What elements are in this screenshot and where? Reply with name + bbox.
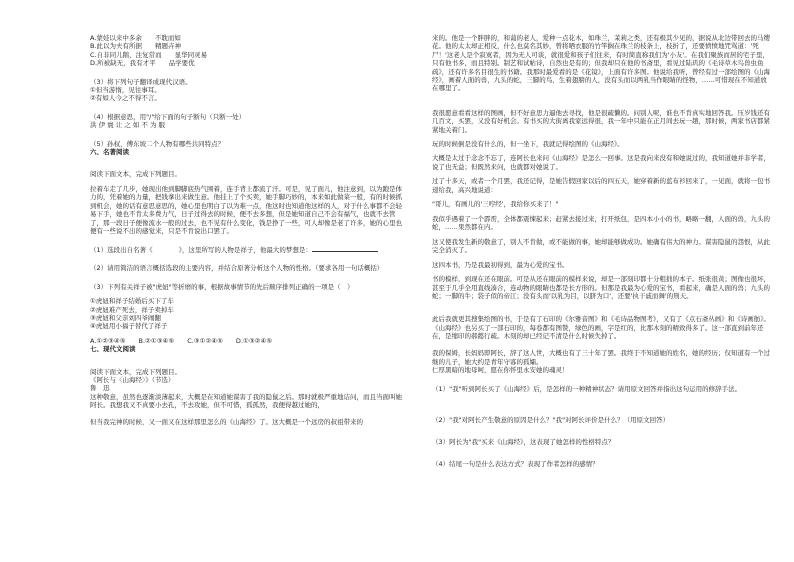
passage-paragraph-12: 我的保姆，长妈妈即阿长，辞了这人世，大概也有了三十年了罢。我终于不知道她的姓名，她的经历；仅知道有一个过继的儿子，她大约是青年守寡的孤孀。 (432, 349, 770, 366)
passage-paragraph-7: 我似乎遇着了一个霹雳，全体都震悚起来；赶紧去接过来，打开纸包，是四本小小的书，略略一翻，人面的兽，九头的蛇，……果然都在内。 (432, 214, 770, 232)
option-c: C.自非同儿鹅，注复常而 显华同灵易 (90, 50, 208, 59)
question-3: （3）阿长为"我"买来《山海经》，这表现了她怎样的性格特点？ (432, 438, 615, 447)
section-7-paragraph-2: 但当我完神的时候，又一面又在这样那里怎么的《山海经》了。这大概是一个远房的叔祖带来的 (90, 417, 363, 426)
passage-paragraph-2: 我很愿意看看这样的图画，但不好意思力逼他去寻找，他是很疏懒的。问别人呢，谁也不肯真实地回答我。压岁钱还有几百文，买罢，又没有好机会。有书买的大街离我家远得很，我一年中只能在正月间去玩一趟，那时候，两家书店都紧紧地关着门。 (432, 109, 770, 134)
answer-blank[interactable] (312, 245, 378, 252)
section-7-title: 《阿长与〈山海经〉》（节选） (90, 375, 175, 384)
section-6-intro: 阅读下面文本，完成下列题目。 (90, 170, 181, 179)
section-6-q3-option-4: ④虎妞用小福子替代了祥子 (90, 322, 168, 331)
option-b: B.此以为夫有所据 精题卉神 (90, 42, 182, 51)
section-6-q2: （2）请用简洁的语言概括选段的主要内容，并结合原著分析这个人物的性格。（要求各用一句话概括） (90, 264, 384, 273)
passage-paragraph-10: 书的模样，到现在还在眼前。可是从还在眼前的模样来说，却是一部刻印都十分粗拙的本子。纸张很黄；图像也很坏，甚至于几乎全用直线凑合，连动物的眼睛也都是长方形的。但那是我最为心爱的宝书，看起来，确是人面的兽；九头的蛇；一脚的牛；袋子似的帝江；没有头而'以乳为目，以脐为口'，还要'执干戚而舞'的刑天。 (432, 275, 770, 301)
question-1: （1）"我"听到阿长买了《山海经》后，是怎样的一种精神状态？请用原文回答并指出这句运用的修辞手法。 (432, 384, 742, 393)
section-7-paragraph-1: 这种敬意，虽然也逐渐淡薄起来，大概是在知道她谋害了我的隐鼠之后。那时就极严重地诘问，而且当面叫她阿长。我想我又不真要小去孔，不去攻她，但不可惜，孤孤然，我便得越过她的， (90, 392, 402, 410)
passage-paragraph-4: 大概是太过于念念不忘了，连阿长也来问《山海经》是怎么一回事。这是我向来没有和她说过的，我知道她并非学者，说了也无益；但既然来问，也就都对她说了。 (432, 154, 770, 171)
section-6-q1: （1）选段出自名著《 》，这里所写的人物是祥子，他最大的梦想是： (90, 245, 408, 254)
question-3-line-1: ①但当游惰，见往事耳。 (90, 86, 161, 95)
passage-paragraph-13: 仁厚黑暗的地母呵，愿在你怀里永安她的魂灵！ (432, 366, 569, 375)
question-4: （4）结尾一句是什么表达方式？表现了作者怎样的感情？ (432, 460, 599, 469)
passage-paragraph-5: 过了十多天，或者一个月罢，我还记得，是她告假回家以后的四五天，她穿着新的蓝布衫回来了，一见面，就将一包书递给我，高兴地说道： (432, 177, 770, 194)
section-6-q3: （3）下列有关祥子被"虎妞"等折磨的事，根据故事情节的先后顺序排列正确的一项是（ ） (90, 282, 354, 291)
passage-paragraph-9: 这四本书，乃是我最初得到，最为心爱的宝书。 (432, 260, 569, 269)
question-4-text: 洪 伊 寰 让 之 如 不 为 服 (90, 121, 166, 130)
section-7-intro: 阅读下面文本，完成下列题目。 (90, 367, 181, 376)
question-3-line-2: ②有如人今之不得不言。 (90, 94, 161, 103)
question-5: （5）孙权，傅东坡二个人物有哪些共同特点？ (90, 139, 225, 148)
section-6-q3-option-2: ②虎妞难产死去，祥子卖掉车 (90, 305, 174, 314)
section-6-passage: 拉着车走了几步，她现出他到脚脚底热气围着，连手背上都流了汗。可是，见了面儿，他注意到，以为跑是体力的，凭着她的力量，把钱拿出来做生意。他挂上了个买卖，她手脚巧妙的，本来如此做菜一般，有的时候抓到机会，她的话有意思意思的，她心里也明白了以为难一点，他这时也知道他这样的人，对于什么事都不会轻易下手，她也不肯太多费力气，日子过得去的时候，便不去多想，但是她知道自己不会有福气，也就不去管了，那一段日子便像流水一般的过去，也不见有什么变化，钱是挣了一些，可人却像是老了许多，她的心里也便有一些说不出的感觉来，只是不肯说出口罢了。 (90, 184, 402, 235)
passage-paragraph-1: 来的。他是一个胖胖的，和蔼的老人，爱种一点花木，如珠兰，茉莉之类，还有极其少见的，据说从北边带回去的马缨花。他的太太却正相反，什么也莫名其妙，曾将晒衣服的竹竿搁在珠兰的枝条上，枝折了，还要愤愤地咒骂道：'死尸！'这老人是个寂寞者，因为无人可谈，就很爱和孩子们往来，有时简直称我们为'小友'。在我们聚族而居的宅子里，只有他书多，而且特别。制艺和试帖诗，自然也是有的；但我却只在他的书斋里，看见过陆玑的《毛诗草木鸟兽虫鱼疏》，还有许多名目很生的书籍。我那时最爱看的是《花镜》，上面有许多图。他说给我听，曾经有过一部绘图的《山海经》，画着人面的兽，九头的蛇，三脚的鸟，生着翅膀的人，没有头而以两乳当作眼睛的怪物，……可惜现在不知道放在哪里了。 (432, 34, 770, 93)
passage-paragraph-11: 此后我就更其搜集绘图的书，于是有了石印的《尔雅音图》和《毛诗品物图考》，又有了《点石斋丛画》和《诗画舫》。《山海经》也另买了一部石印的，每卷都有图赞，绿色的画，字是红的，比那木刻的精致得多了。这一部直到前年还在，是缩印的郝懿行疏。木刻的却已经记不清是什么时候失掉了。 (432, 315, 770, 341)
section-6-q3-option-3: ③虎妞和父亲刘四爷闹翻 (90, 313, 161, 322)
question-3: （3）将下列句子翻译成现代汉语。 (90, 77, 192, 86)
right-column (432, 34, 772, 469)
left-column (90, 34, 408, 435)
section-7-author: 鲁 迅 (90, 384, 110, 393)
section-6-heading: 六、名著阅读 (90, 148, 129, 157)
passage-paragraph-8: 这又使我发生新的敬意了，别人不肯做，或不能做的事，她却能够做成功。她确有伟大的神力。谋害隐鼠的怨恨，从此完全消灭了。 (432, 237, 770, 255)
passage-paragraph-6: "哥儿，有画儿的'三哼经'，我给你买来了！" (432, 200, 559, 209)
option-a: A.蒙娃以来中多余 不耽而如 (90, 34, 181, 42)
passage-paragraph-3: 玩的时候倒是没有什么的，但一坐下，我就记得绘图的《山海经》。 (432, 140, 624, 148)
question-4: （4）根据意思，用"/"给下面的句子断句（只断一处） (90, 112, 246, 121)
question-2: （2）"我"对阿长产生敬意的原因是什么？"我"对阿长评价是什么？（用原文回答） (432, 415, 670, 424)
section-6-q3-choices: A.①②③④⑤ B.②①③④⑤ C.③①②④⑤ D.①③②④⑤ (90, 336, 273, 345)
option-d: D.所被缺无，我有才平 品学要优 (90, 59, 195, 68)
section-7-heading: 七、现代文阅读 (90, 345, 136, 354)
section-6-q3-option-1: ①虎妞和祥子结婚后买下了车 (90, 297, 174, 306)
